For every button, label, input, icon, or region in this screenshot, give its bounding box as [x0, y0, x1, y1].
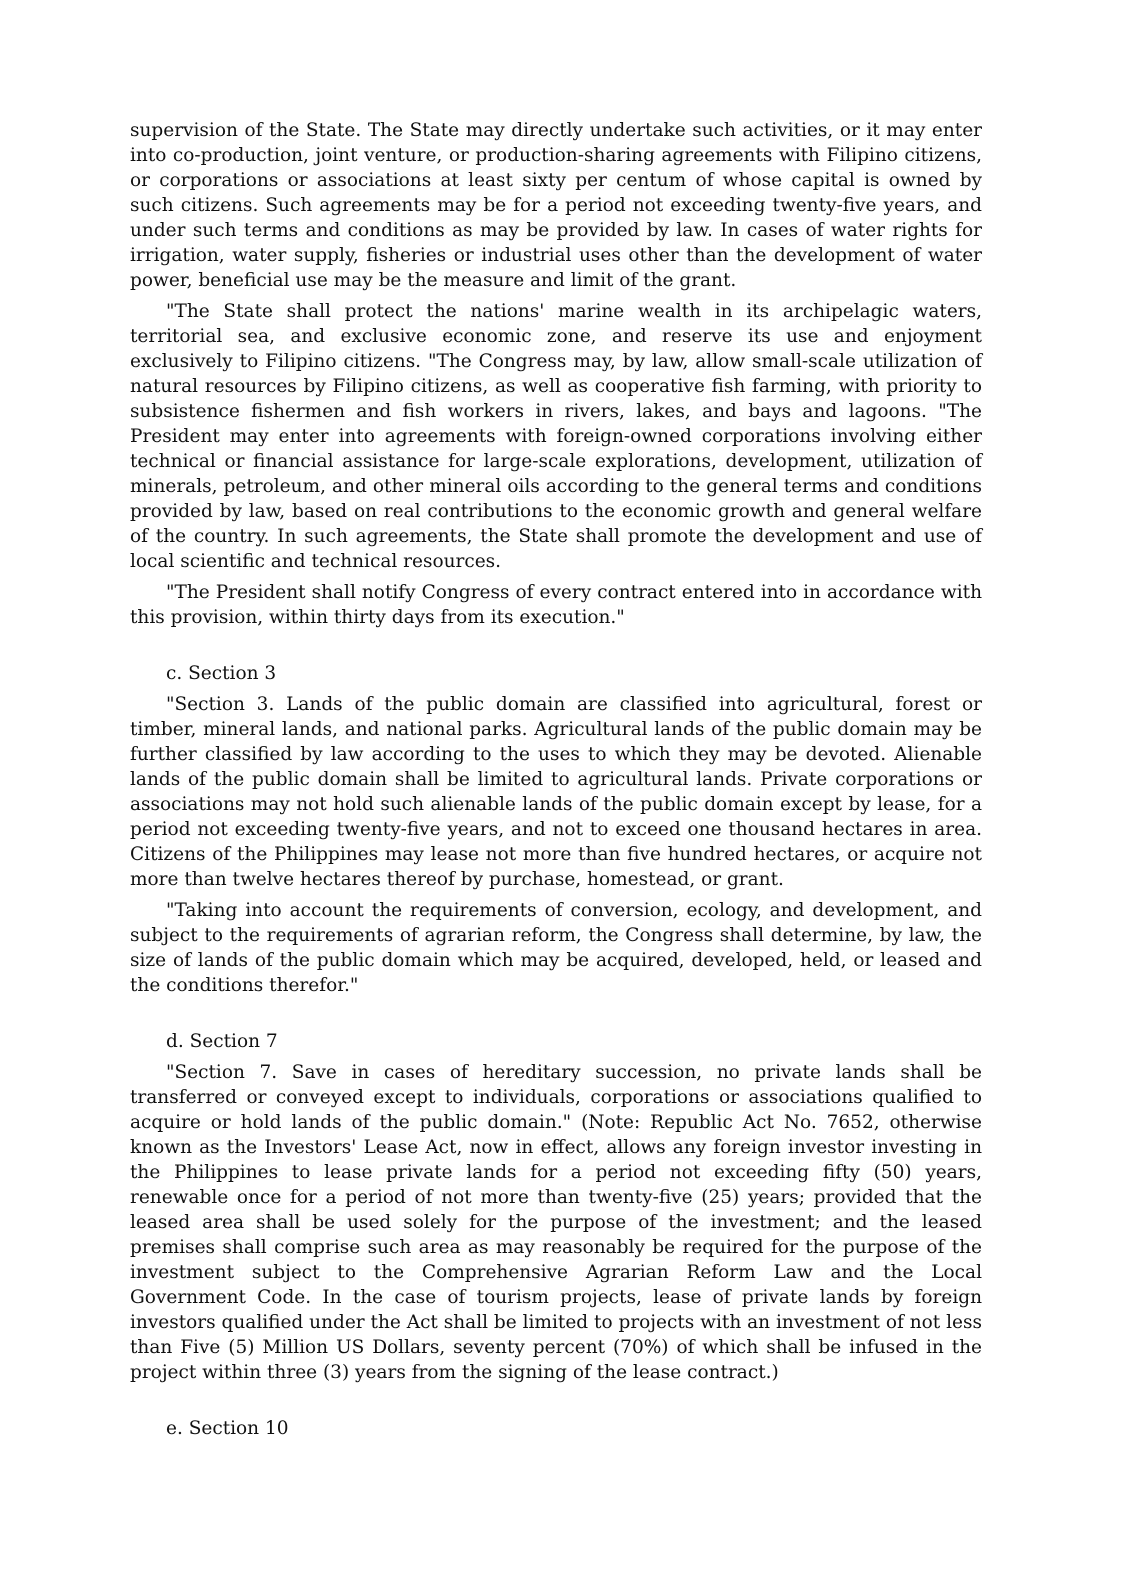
paragraph-state-supervision: supervision of the State. The State may directly undertake such activities, or it may enter into co-production, joint venture, or production-sharing agreements with Filipino citizens, or corporations or associations at least sixty per centum of whose capital is owned by such citizens. Such agreements may be for a period not exceeding twenty-five years, and under such terms and conditions as may be provided by law. In cases of water rights for irrigation, water supply, fisheries or industrial uses other than the development of water power, beneficial use may be the measure and limit of the grant. — [130, 120, 982, 291]
document-page — [130, 118, 982, 1447]
paragraph-section-3: "Section 3. Lands of the public domain are classified into agricultural, forest or timber, mineral lands, and national parks. Agricultural lands of the public domain may be further classified by law according to the uses to which they may be devoted. Alienable lands of the public domain shall be limited to agricultural lands. Private corporations or associations may not hold such alienable lands of the public domain except by lease, for a period not exceeding twenty-five years, and not to exceed one thousand hectares in area. Citizens of the Philippines may lease not more than five hundred hectares, or acquire not more than twelve hectares thereof by purchase, homestead, or grant. — [130, 694, 982, 890]
paragraph-agrarian-reform: "Taking into account the requirements of conversion, ecology, and development, and subject to the requirements of agrarian reform, the Congress shall determine, by law, the size of lands of the public domain which may be acquired, developed, held, or leased and the conditions therefor." — [130, 900, 982, 996]
section-heading-c: c. Section 3 — [166, 663, 277, 684]
section-spacer — [130, 636, 982, 661]
section-spacer — [130, 1391, 982, 1416]
paragraph-section-7: "Section 7. Save in cases of hereditary succession, no private lands shall be transferred or conveyed except to individuals, corporations or associations qualified to acquire or hold lands of the public domain." (Note: Republic Act No. 7652, otherwise known as the Investors' Lease Act, now in effect, allows any foreign investor investing in the Philippines to lease private lands for a period not exceeding fifty (50) years, renewable once for a period of not more than twenty-five (25) years; provided that the leased area shall be used solely for the purpose of the investment; and the leased premises shall comprise such area as may reasonably be required for the purpose of the investment subject to the Comprehensive Agrarian Reform Law and the Local Government Code. In the case of tourism projects, lease of private lands by foreign investors qualified under the Act shall be limited to projects with an investment of not less than Five (5) Million US Dollars, seventy percent (70%) of which shall be infused in the project within three (3) years from the signing of the lease contract.) — [130, 1062, 982, 1383]
section-heading-e: e. Section 10 — [166, 1418, 289, 1439]
paragraph-marine-wealth: "The State shall protect the nations' marine wealth in its archipelagic waters, territorial sea, and exclusive economic zone, and reserve its use and enjoyment exclusively to Filipino citizens. "The Congress may, by law, allow small-scale utilization of natural resources by Filipino citizens, as well as cooperative fish farming, with priority to subsistence fishermen and fish workers in rivers, lakes, and bays and lagoons. "The President may enter into agreements with foreign-owned corporations involving either technical or financial assistance for large-scale explorations, development, utilization of minerals, petroleum, and other mineral oils according to the general terms and conditions provided by law, based on real contributions to the economic growth and general welfare of the country. In such agreements, the State shall promote the development and use of local scientific and technical resources. — [130, 301, 982, 572]
paragraph-president-notify: "The President shall notify Congress of every contract entered into in accordance with this provision, within thirty days from its execution." — [130, 582, 982, 628]
section-spacer — [130, 1004, 982, 1029]
section-heading-d: d. Section 7 — [166, 1031, 278, 1052]
